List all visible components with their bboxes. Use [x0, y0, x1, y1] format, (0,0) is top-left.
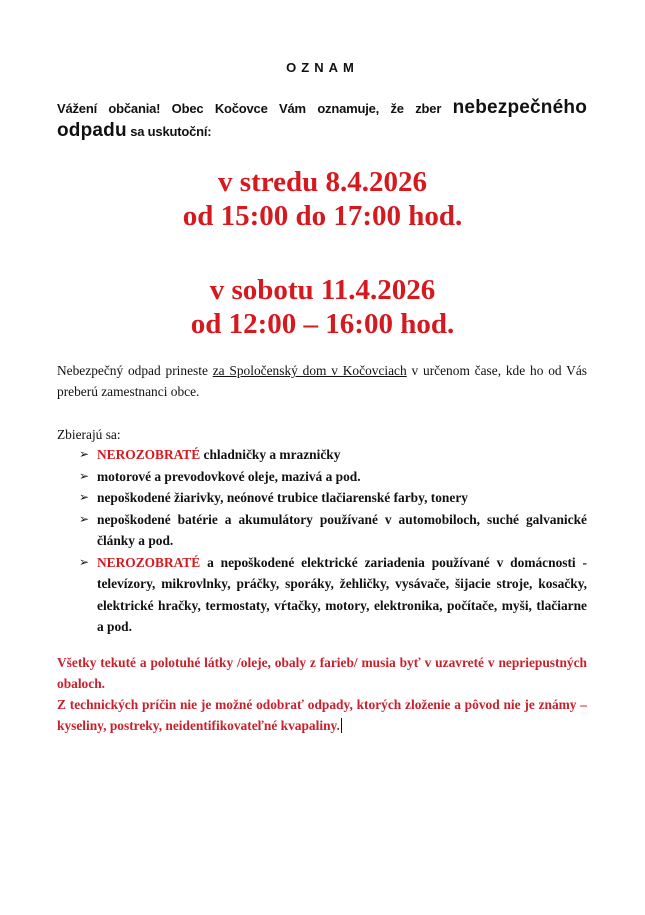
- collected-items-list: [57, 444, 587, 638]
- item-prefix: NEROZOBRATÉ: [97, 447, 201, 462]
- arrow-bullet-icon: ➢: [79, 511, 90, 526]
- arrow-bullet-icon: ➢: [79, 447, 90, 461]
- list-item: [57, 466, 587, 488]
- item-text: nepoškodené batérie a akumulátory používané v automobiloch, suché galvanické články a pod.: [97, 511, 587, 548]
- intro-text: [57, 97, 587, 143]
- date-block-saturday: [0, 273, 645, 341]
- arrow-bullet-icon: ➢: [79, 554, 90, 569]
- warning-text: Všetky tekuté a polotuhé látky /oleje, obaly z farieb/ musia byť v uzavreté v nepriepustných obaloch.: [57, 655, 587, 691]
- arrow-bullet-icon: ➢: [79, 490, 90, 504]
- item-text: a nepoškodené elektrické zariadenia používané v domácnosti - televízory, mikrovlnky, práčky, sporáky, žehličky, vysávače, šijacie stroje, kosačky, elektrické hračky, termostaty, vŕtačky, motory, elektronika, počítače, myši, tlačiarne a pod.: [97, 554, 587, 634]
- list-item: [57, 444, 587, 466]
- item-text: nepoškodené žiarivky, neónové trubice tlačiarenské farby, tonery: [97, 490, 468, 505]
- date-day: v stredu 8.4.2026: [218, 166, 427, 198]
- warning-text: Z technických príčin nie je možné odobrať odpady, ktorých zloženie a pôvod nie je známy – kyseliny, postreky, neidentifikovateľné kvapaliny.: [57, 697, 587, 733]
- list-item: [57, 509, 587, 552]
- item-prefix: NEROZOBRATÉ: [97, 554, 201, 570]
- intro-part1: Vážení občania! Obec Kočovce Vám oznamuje, že zber: [57, 101, 453, 116]
- intro-emphasis-2: odpadu: [57, 120, 127, 141]
- page-title: OZNAM: [286, 60, 359, 75]
- location-text-after: v určenom čase, kde ho od Vás preberú zamestnanci obce.: [57, 363, 587, 399]
- collected-heading: Zbierajú sa:: [57, 427, 121, 442]
- location-paragraph: [57, 360, 587, 402]
- warnings-block: [57, 652, 587, 736]
- text-cursor: [341, 718, 342, 733]
- date-day: v sobotu 11.4.2026: [209, 274, 436, 306]
- date-block-wednesday: [0, 165, 645, 233]
- list-item: [57, 552, 587, 638]
- location-underlined: za Spoločenský dom v Kočovciach: [212, 363, 407, 378]
- location-text-before: Nebezpečný odpad prineste: [57, 363, 213, 378]
- date-time: od 15:00 do 17:00 hod.: [182, 200, 463, 232]
- item-text: motorové a prevodovkové oleje, mazivá a pod.: [97, 468, 361, 484]
- warning-text-last: [57, 694, 587, 736]
- item-text: chladničky a mrazničky: [200, 447, 341, 462]
- date-time: od 12:00 – 16:00 hod.: [190, 308, 455, 340]
- intro-part2: sa uskutoční:: [126, 124, 212, 139]
- list-item: [57, 487, 587, 509]
- arrow-bullet-icon: ➢: [79, 468, 90, 483]
- intro-emphasis-1: nebezpečného: [452, 97, 587, 118]
